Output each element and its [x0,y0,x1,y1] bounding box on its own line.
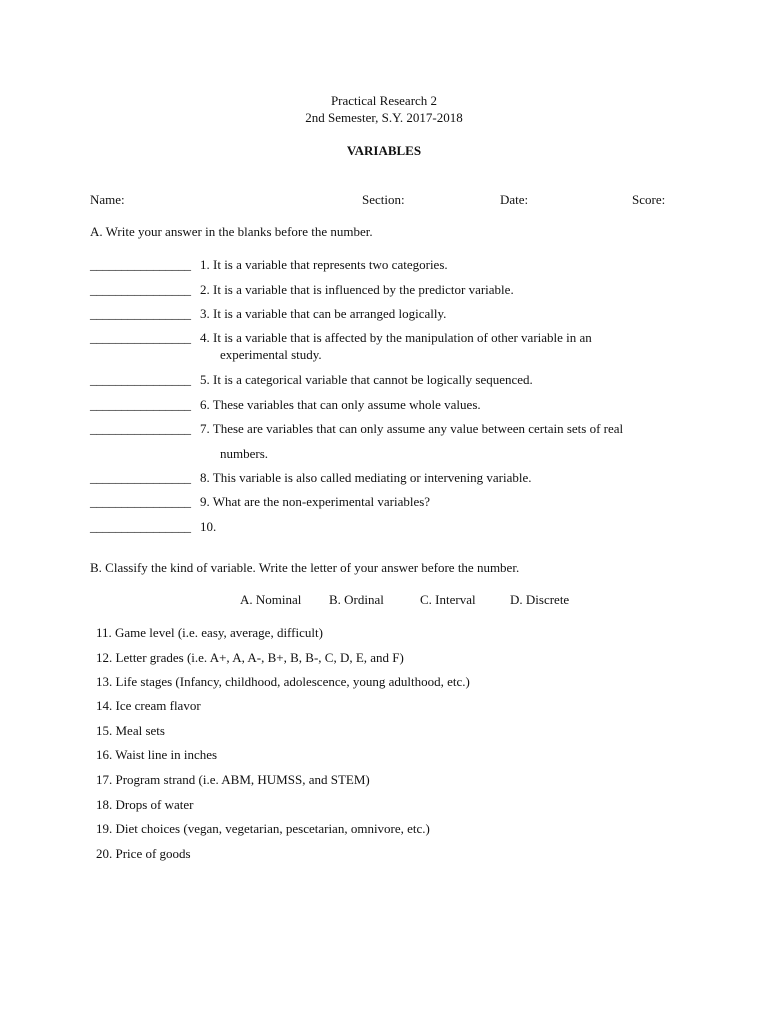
question-row [90,282,514,298]
answer-blank: ________________ [90,306,191,321]
question-text: 9. What are the non-experimental variables? [200,494,431,509]
part-b-instruction: B. Classify the kind of variable. Write the letter of your answer before the number. [90,560,520,575]
question-row [90,494,430,510]
question-text: 10. [200,519,217,534]
answer-blank: ________________ [90,282,191,297]
classify-item: 14. Ice cream flavor [96,698,201,713]
answer-blank: ________________ [90,397,191,412]
part-a-instruction: A. Write your answer in the blanks before the number. [90,224,373,239]
question-text-continuation: experimental study. [220,347,322,362]
choice-interval: C. Interval [420,592,476,607]
semester-line: 2nd Semester, S.Y. 2017-2018 [305,110,463,125]
section-label: Section: [362,192,405,207]
classify-item: 19. Diet choices (vegan, vegetarian, pescetarian, omnivore, etc.) [96,821,430,836]
question-text: 7. These are variables that can only assume any value between certain sets of real [200,421,624,436]
question-row [90,397,481,413]
course-title: Practical Research 2 [330,93,438,108]
classify-item: 12. Letter grades (i.e. A+, A, A-, B+, B, B-, C, D, E, and F) [96,650,404,665]
question-text: 2. It is a variable that is influenced by the predictor variable. [200,282,514,297]
score-label: Score: [632,192,666,207]
question-text: 4. It is a variable that is affected by the manipulation of other variable in an [200,330,592,345]
answer-blank: ________________ [90,519,191,534]
choice-nominal: A. Nominal [240,592,302,607]
choice-ordinal: B. Ordinal [329,592,384,607]
classify-item: 16. Waist line in inches [96,747,218,762]
question-row [90,519,216,535]
date-label: Date: [500,192,529,207]
question-text: 3. It is a variable that can be arranged logically. [200,306,447,321]
choice-discrete: D. Discrete [510,592,570,607]
question-row [90,372,533,388]
question-row [90,330,592,346]
question-text: 6. These variables that can only assume whole values. [200,397,481,412]
answer-blank: ________________ [90,330,191,345]
question-row [90,257,448,273]
classify-item: 11. Game level (i.e. easy, average, difficult) [96,625,323,640]
classify-item: 17. Program strand (i.e. ABM, HUMSS, and STEM) [96,772,370,787]
answer-blank: ________________ [90,372,191,387]
question-text: 5. It is a categorical variable that cannot be logically sequenced. [200,372,533,387]
classify-item: 13. Life stages (Infancy, childhood, adolescence, young adulthood, etc.) [96,674,470,689]
question-row [90,421,623,437]
classify-item: 18. Drops of water [96,797,194,812]
answer-blank: ________________ [90,257,191,272]
classify-item: 20. Price of goods [96,846,191,861]
answer-blank: ________________ [90,470,191,485]
answer-blank: ________________ [90,421,191,436]
question-text: 8. This variable is also called mediating or intervening variable. [200,470,532,485]
question-text: 1. It is a variable that represents two categories. [200,257,448,272]
name-label: Name: [90,192,125,207]
question-text-continuation: numbers. [220,446,269,461]
question-row [90,306,446,322]
answer-blank: ________________ [90,494,191,509]
question-row [90,470,532,486]
worksheet-heading: VARIABLES [346,143,422,158]
classify-item: 15. Meal sets [96,723,165,738]
